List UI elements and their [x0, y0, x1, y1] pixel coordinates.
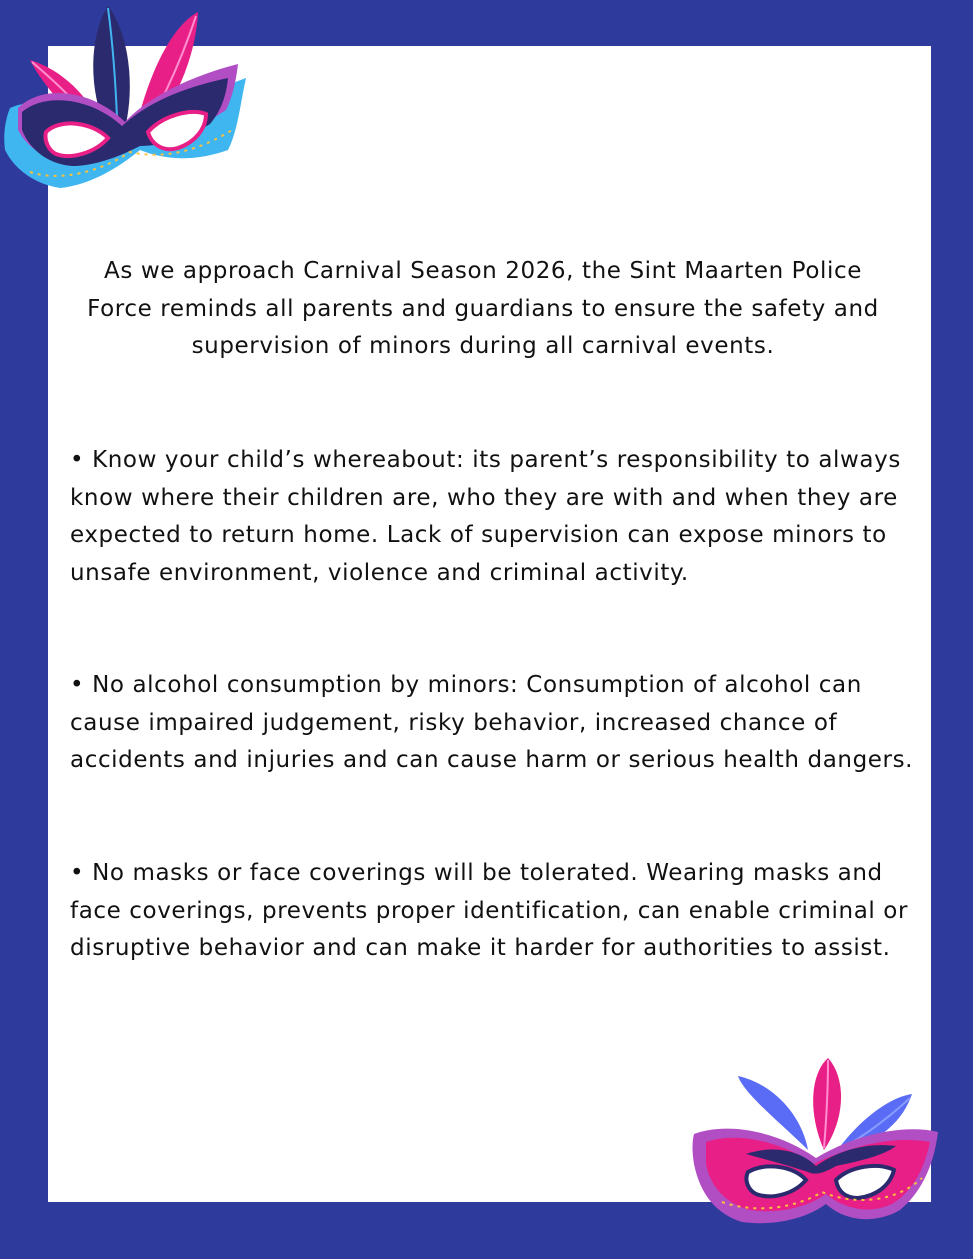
intro-paragraph: As we approach Carnival Season 2026, the Sint Maarten Police Force reminds all parents and guardians to ensure the safety and supervision of minors during all carnival events.: [87, 258, 879, 359]
bullet-no-masks: • No masks or face coverings will be tolerated. Wearing masks and face coverings, prevents proper identification, can enable criminal or disruptive behavior and can make it harder for authorities to assist.: [70, 860, 909, 961]
carnival-mask-icon: [0, 0, 255, 200]
bullet-no-alcohol: • No alcohol consumption by minors: Consumption of alcohol can cause impaired judgement, risky behavior, increased chance of accidents and injuries and can cause harm or serious health dangers.: [70, 672, 914, 773]
carnival-mask-icon: [686, 1054, 944, 1226]
notice-card: [48, 46, 931, 1202]
bullet-whereabouts: • Know your child’s whereabout: its parent’s responsibility to always know where their children are, who they are with and when they are expected to return home. Lack of supervision can expose minors to unsafe environment, violence and criminal activity.: [70, 447, 901, 586]
